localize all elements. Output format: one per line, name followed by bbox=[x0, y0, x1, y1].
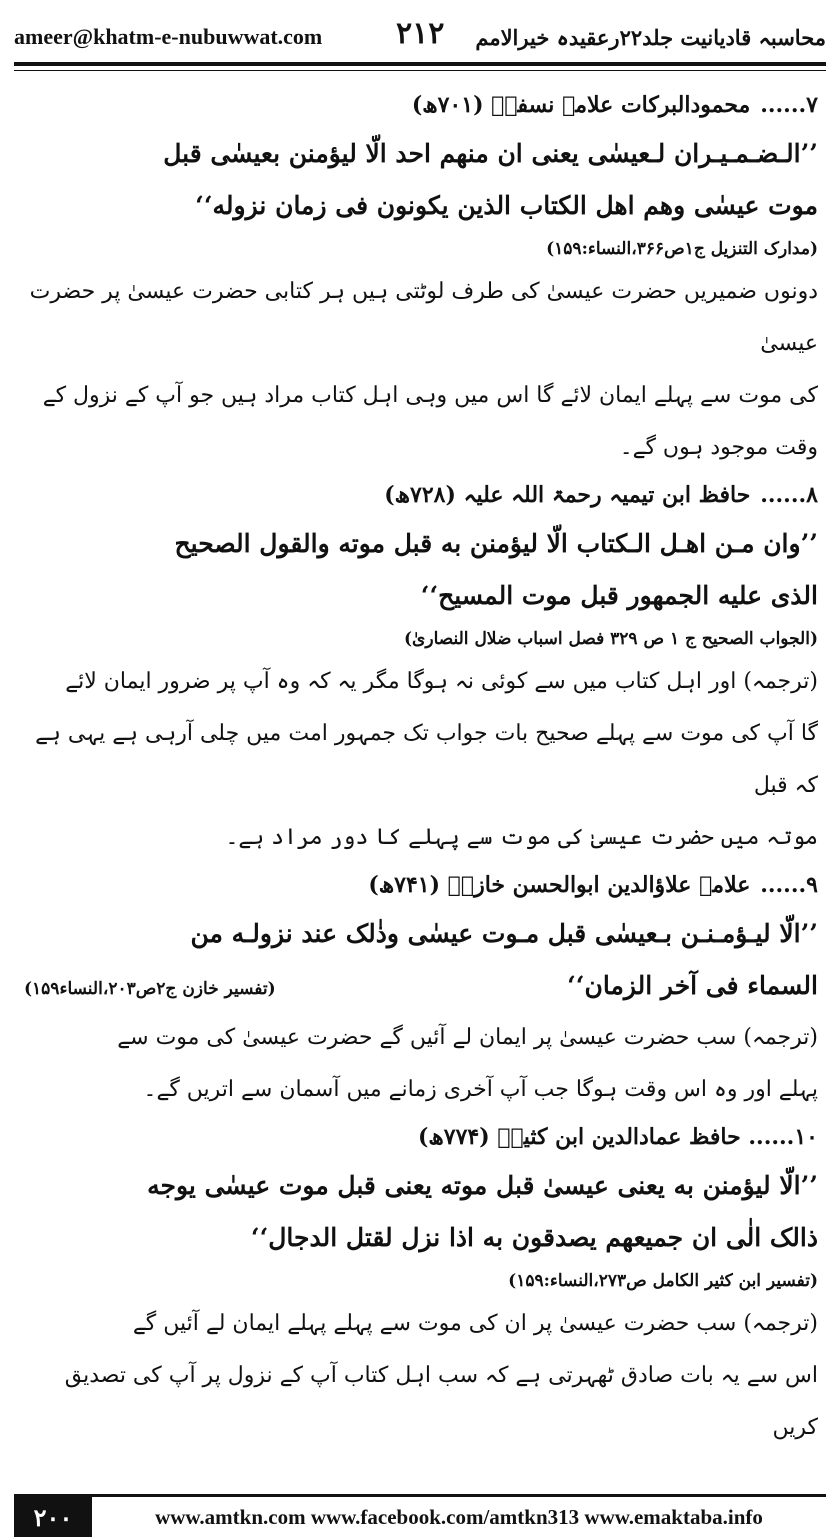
section-heading bbox=[24, 476, 818, 514]
reference: (تفسیر خازن ج۲ص۲۰۳،النساء۱۵۹) bbox=[24, 979, 276, 999]
arabic-line: ’’وان مـن اهـل الـكتاب الّا ليؤمنن به قبل موته والقول الصحيح bbox=[174, 529, 818, 558]
section-title: حافظ عمادالدین ابن کثیرؒ (۷۷۴ھ) bbox=[418, 1124, 741, 1150]
arabic-line: ’’الـضـمـيـران لـعيسٰى يعنى ان منهم احد الّا ليؤمنن بعيسٰى قبل bbox=[163, 139, 818, 168]
page-footer bbox=[14, 1494, 826, 1537]
section-title: محمودالبرکات علامہ نسفیؒ (۷۰۱ھ) bbox=[411, 92, 751, 118]
arabic-line: ذالک الٰى ان جميعهم يصدقون به اذا نزل لقتل الدجال‘‘ bbox=[250, 1223, 818, 1252]
section-number: ۸...... bbox=[760, 482, 818, 508]
page-content bbox=[24, 84, 818, 1469]
reference: (مدارک التنزیل ج۱ص۳۶۶،النساء:۱۵۹) bbox=[546, 239, 818, 259]
section-9 bbox=[24, 866, 818, 1116]
header-rule-thin bbox=[14, 70, 826, 71]
urdu-line: دونوں ضمیریں حضرت عیسیٰ کی طرف لوٹتی ہیں ہر کتابی حضرت عیسیٰ پر حضرت عیسیٰ bbox=[29, 279, 818, 356]
section-heading bbox=[24, 86, 818, 124]
arabic-line: موت عيسٰى وهم اهل الكتاب الذين يكونون فى زمان نزوله‘‘ bbox=[195, 191, 818, 220]
header-page-number: ۲۱۲ bbox=[396, 16, 445, 51]
section-title: علامہ علاؤالدین ابوالحسن خازنؒ (۷۴۱ھ) bbox=[368, 872, 751, 898]
arabic-line: ’’الّا ليـؤمـنـن بـعيسٰى قبل مـوت عيسٰى وذٰلک عند نزولـه من bbox=[190, 919, 818, 948]
urdu-line: (ترجمہ) سب حضرت عیسیٰ پر ایمان لے آئیں گے حضرت عیسیٰ کی موت سے bbox=[117, 1025, 818, 1050]
arabic-line-with-reference bbox=[24, 960, 818, 1012]
urdu-line: وقت موجود ہوں گے۔ bbox=[619, 435, 818, 460]
section-7 bbox=[24, 86, 818, 474]
arabic-line: السماء فى آخر الزمان‘‘ bbox=[567, 971, 818, 1000]
urdu-line: گا آپ کی موت سے پہلے صحیح بات جواب تک جمہور امت میں چلی آرہی ہے یہی ہے کہ قبل bbox=[35, 721, 818, 798]
section-number: ۷...... bbox=[760, 92, 818, 118]
reference: (الجواب الصحيح ج ۱ ص ۳۲۹ فصل اسباب ضلال النصارىٰ) bbox=[404, 629, 818, 649]
arabic-line: ’’الّا ليؤمنن به يعنى عيسىٰ قبل موته يعنى قبل موت عيسٰى يوجه bbox=[147, 1171, 818, 1200]
section-heading bbox=[24, 1118, 818, 1156]
page-header bbox=[14, 18, 826, 56]
header-rule-thick bbox=[14, 62, 826, 66]
urdu-line: (ترجمہ) اور اہل کتاب میں سے کوئی نہ ہوگا مگر یہ کہ وہ آپ پر ضرور ایمان لائے bbox=[65, 669, 818, 694]
section-heading bbox=[24, 866, 818, 904]
header-email[interactable]: ameer@khatm-e-nubuwwat.com bbox=[14, 24, 323, 49]
urdu-line: کی موت سے پہلے ایمان لائے گا اس میں وہی اہل کتاب مراد ہیں جو آپ کے نزول کے bbox=[42, 383, 818, 408]
urdu-line: موتہ میں حضرت عیسیٰ کی موت سے پہلے کا دور مراد ہے۔ bbox=[225, 825, 818, 850]
section-8 bbox=[24, 476, 818, 864]
section-10 bbox=[24, 1118, 818, 1454]
section-number: ۹...... bbox=[760, 872, 818, 898]
header-book-title: محاسبہ قادیانیت جلد۲۲رعقیدہ خیرالامم bbox=[475, 24, 826, 50]
section-title: حافظ ابن تیمیہ رحمۃ اللہ علیہ (۷۲۸ھ) bbox=[384, 482, 751, 508]
footer-page-number: ۲۰۰ bbox=[14, 1497, 92, 1537]
section-number: ۱۰...... bbox=[748, 1124, 818, 1150]
urdu-line: اس سے یہ بات صادق ٹھہرتی ہے کہ سب اہل کتاب آپ کے نزول پر آپ کی تصدیق کریں bbox=[64, 1363, 818, 1440]
reference: (تفسیر ابن کثیر الکامل ص۲۷۳،النساء:۱۵۹) bbox=[508, 1271, 818, 1291]
urdu-line: (ترجمہ) سب حضرت عیسیٰ پر ان کی موت سے پہلے پہلے ایمان لے آئیں گے bbox=[132, 1311, 818, 1336]
urdu-line: پہلے اور وہ اس وقت ہوگا جب آپ آخری زمانے میں آسمان سے اتریں گے۔ bbox=[143, 1077, 818, 1102]
arabic-line: الذى عليه الجمهور قبل موت المسيح‘‘ bbox=[420, 581, 818, 610]
footer-links[interactable]: www.amtkn.com www.facebook.com/amtkn313 www.emaktaba.info bbox=[155, 1504, 763, 1529]
